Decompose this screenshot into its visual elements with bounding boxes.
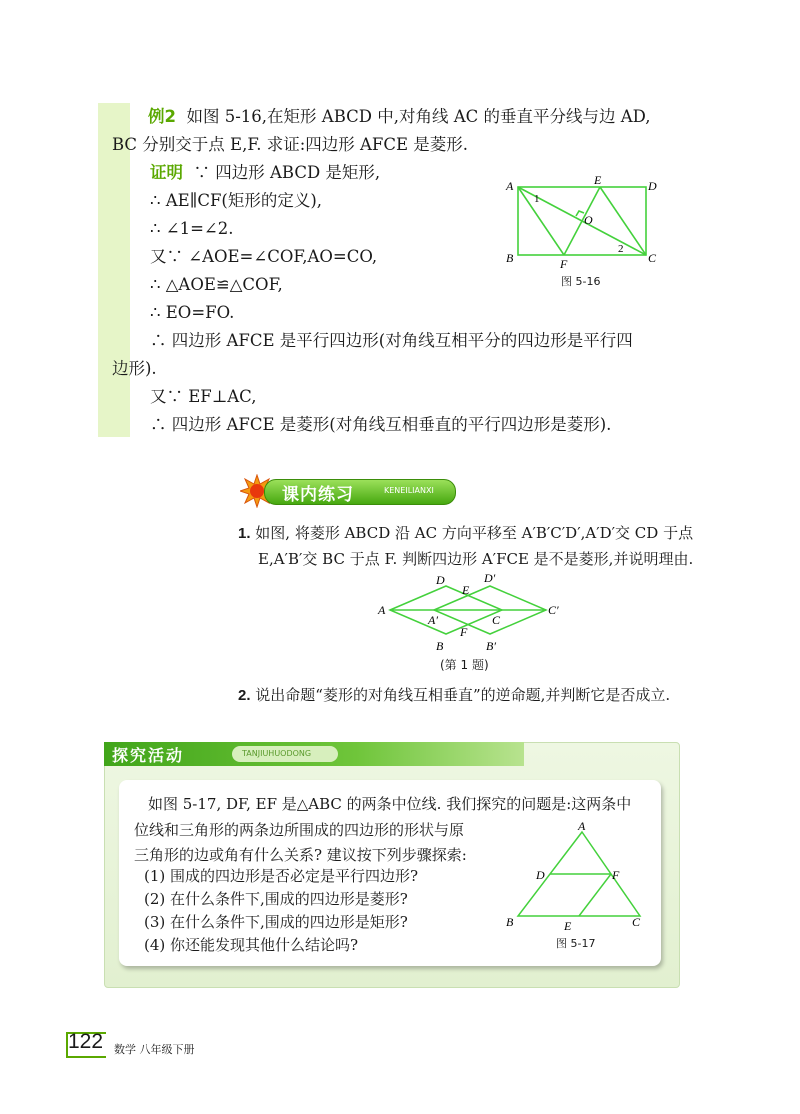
fig16-angle-1: 1 <box>534 193 540 205</box>
fig16-angle-2: 2 <box>618 243 624 255</box>
explore-line-2: 位线和三角形的两条边所围成的四边形的形状与原 <box>134 821 465 839</box>
fig16-label-d: D <box>648 179 657 193</box>
fig16-label-e: E <box>594 173 602 187</box>
proof-line-10: ∴ 四边形 AFCE 是菱形(对角线互相垂直的平行四边形是菱形). <box>150 415 612 434</box>
q1-label-a: A <box>378 603 386 617</box>
proof-line-2: ∴ AE∥CF(矩形的定义), <box>150 191 323 210</box>
practice-subtitle: KENEILIANXI <box>384 486 434 495</box>
practice-q2 <box>238 684 670 707</box>
q1-label-b: B <box>436 639 444 653</box>
fig17-label-d: D <box>536 868 545 882</box>
fig16-label-a: A <box>506 179 514 193</box>
practice-q1-text-1: 如图, 将菱形 ABCD 沿 AC 方向平移至 A′B′C′D′,A′D′交 CD 于点 <box>255 524 694 542</box>
q1-label-c-prime: C′ <box>548 603 559 617</box>
q1-label-b-prime: B′ <box>486 639 496 653</box>
practice-q1-line-1 <box>238 522 693 545</box>
explore-subtitle: TANJIUHUODONG <box>242 749 312 758</box>
q1-label-d-prime: D′ <box>484 571 496 585</box>
q1-label-c: C <box>492 613 501 627</box>
explore-line-3: 三角形的边或角有什么关系? 建议按下列步骤探索: <box>134 846 467 864</box>
practice-q2-number: 2. <box>238 687 251 704</box>
explore-step-2: (2) 在什么条件下,围成的四边形是菱形? <box>144 890 408 908</box>
q1-label-d: D <box>436 573 445 587</box>
q1-label-e: E <box>462 583 470 597</box>
midline-ef <box>579 874 611 916</box>
figure-5-17 <box>500 818 650 938</box>
proof-line-8: 边形). <box>112 359 157 378</box>
fig16-label-b: B <box>506 251 514 265</box>
practice-title: 课内练习 <box>282 485 354 505</box>
right-angle-mark <box>576 211 584 216</box>
explore-title: 探究活动 <box>112 746 185 765</box>
example-problem-text-1: 如图 5-16,在矩形 ABCD 中,对角线 AC 的垂直平分线与边 AD, <box>186 107 651 126</box>
q1-label-f: F <box>460 625 468 639</box>
example-problem-line-2: BC 分别交于点 E,F. 求证:四边形 AFCE 是菱形. <box>112 135 469 154</box>
example-label: 例2 <box>148 107 176 126</box>
fig17-label-c: C <box>632 915 641 929</box>
proof-line-4: 又∵ ∠AOE=∠COF,AO=CO, <box>150 247 378 266</box>
proof-line-3: ∴ ∠1=∠2. <box>150 219 234 238</box>
proof-line-6: ∴ EO=FO. <box>150 303 235 322</box>
fig17-label-b: B <box>506 915 514 929</box>
page-number: 122 <box>68 1030 104 1053</box>
figure-q1-caption: (第 1 题) <box>440 658 489 672</box>
proof-text-1: ∵ 四边形 ABCD 是矩形, <box>193 163 381 182</box>
proof-line-5: ∴ △AOE≌△COF, <box>150 275 283 294</box>
figure-5-16-caption: 图 5-16 <box>561 275 601 288</box>
explore-step-3: (3) 在什么条件下,围成的四边形是矩形? <box>144 913 408 931</box>
proof-line-9: 又∵ EF⊥AC, <box>150 387 257 406</box>
proof-line-7: ∴ 四边形 AFCE 是平行四边形(对角线互相平分的四边形是平行四 <box>150 331 633 350</box>
q1-label-a-prime: A′ <box>428 613 438 627</box>
fig16-label-c: C <box>648 251 657 265</box>
fig17-label-f: F <box>612 868 620 882</box>
fig16-label-f: F <box>560 257 568 271</box>
fig17-label-a: A <box>578 819 586 833</box>
fig16-label-o: O <box>584 213 593 227</box>
figure-q1 <box>372 570 572 654</box>
proof-line-1 <box>150 162 380 184</box>
figure-5-17-caption: 图 5-17 <box>556 937 596 950</box>
fig17-label-e: E <box>564 919 572 933</box>
proof-label: 证明 <box>150 163 183 182</box>
book-title: 数学 八年级下册 <box>114 1043 195 1056</box>
practice-q1-number: 1. <box>238 525 251 542</box>
segment-ef <box>564 187 600 255</box>
explore-step-1: (1) 围成的四边形是否必定是平行四边形? <box>144 867 419 885</box>
practice-q1-line-2: E,A′B′交 BC 于点 F. 判断四边形 A′FCE 是不是菱形,并说明理由. <box>258 550 694 568</box>
practice-q2-text: 说出命题“菱形的对角线互相垂直”的逆命题,并判断它是否成立. <box>255 686 671 704</box>
example-problem-line-1 <box>148 106 651 128</box>
segment-af <box>518 187 564 255</box>
explore-step-4: (4) 你还能发现其他什么结论吗? <box>144 936 359 954</box>
explore-line-1: 如图 5-17, DF, EF 是△ABC 的两条中位线. 我们探究的问题是:这两条中 <box>148 795 632 813</box>
